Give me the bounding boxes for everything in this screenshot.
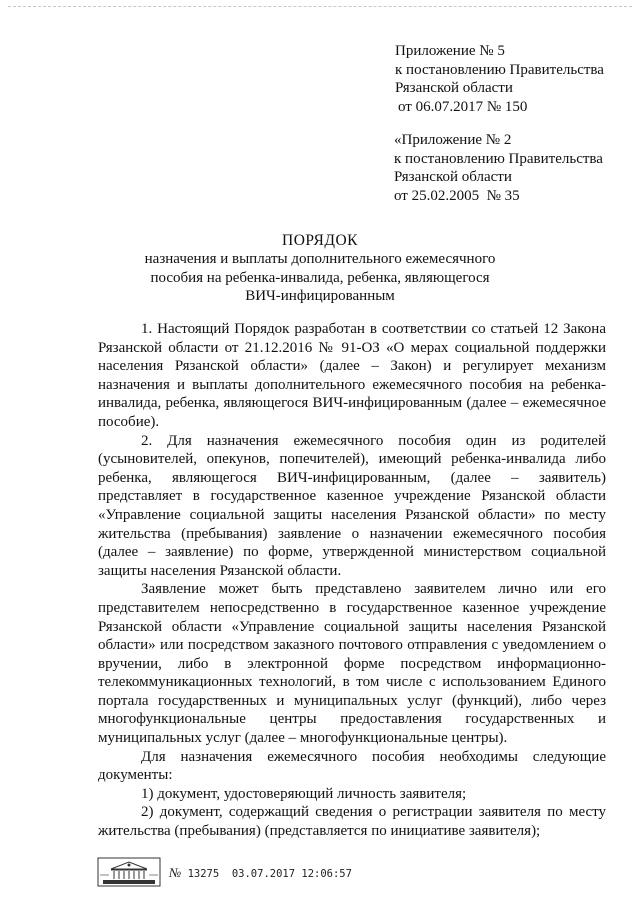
approval-line: Рязанской области	[395, 80, 513, 96]
paragraph-2: 2. Для назначения ежемесячного пособия один из родителей (усыновителей, опекунов, попечителей), имеющий ребенка-инвалида либо ребенка, являющегося ВИЧ-инфицированным, (далее – заявитель) представляет в государственное казенное учреждение Рязанской области «Управление социальной защиты населения Рязанской области» по месту жительства (пребывания) заявление о назначении ежемесячного пособия (далее – заявление) по форме, утвержденной министерством социальной защиты населения Рязанской области.	[98, 432, 606, 579]
approval-block-secondary	[394, 131, 634, 205]
approval-line: к постановлению Правительства	[395, 61, 604, 78]
document-body	[98, 320, 606, 841]
approval-line: от 25.02.2005 № 35	[394, 187, 520, 204]
approval-block-primary	[395, 42, 635, 116]
list-item-1: 1) документ, удостоверяющий личность заявителя;	[141, 785, 467, 802]
scan-top-border	[8, 6, 632, 7]
number-mark: №	[169, 865, 182, 880]
subtitle-line: назначения и выплаты дополнительного ежемесячного	[144, 251, 496, 267]
registration-stamp-text	[169, 865, 352, 881]
list-item-2: 2) документ, содержащий сведения о регистрации заявителя по месту жительства (пребывания) (представляется по инициативе заявителя);	[98, 804, 606, 840]
subtitle-line: пособия на ребенка-инвалида, ребенка, являющегося	[150, 269, 490, 286]
document-subtitle	[0, 250, 640, 306]
subtitle-line: ВИЧ-инфицированным	[245, 288, 395, 304]
document-title: ПОРЯДОК	[282, 232, 358, 249]
approval-line: «Приложение № 2	[394, 132, 512, 148]
approval-line: от 06.07.2017 № 150	[398, 98, 528, 115]
paragraph-1: 1. Настоящий Порядок разработан в соответствии со статьей 12 Закона Рязанской области от 21.12.2016 № 91-ОЗ «О мерах социальной поддержки населения Рязанской области» (далее – Закон) и регулирует механизм назначения и выплаты дополнительного ежемесячного пособия на ребенка-инвалида, ребенка, являющегося ВИЧ-инфицированным (далее – ежемесячное пособие).	[98, 321, 606, 430]
registration-footer	[97, 857, 427, 887]
registration-number-datetime: 13275 03.07.2017 12:06:57	[187, 868, 352, 880]
government-building-emblem-icon	[97, 857, 161, 887]
paragraph-3: Заявление может быть представлено заявителем лично или его представителем непосредственно в государственное казенное учреждение Рязанской области «Управление социальной защиты населения Рязанской области» или посредством заказного почтового отправления с уведомлением о вручении, либо в электронной форме посредством информационно-телекоммуникационных технологий, в том числе с использованием Единого портала государственных и муниципальных услуг (функций), либо через многофункциональные центры предоставления государственных и муниципальных услуг (далее – многофункциональные центры).	[98, 581, 606, 747]
paragraph-4: Для назначения ежемесячного пособия необходимы следующие документы:	[98, 748, 606, 784]
approval-line: Приложение № 5	[395, 43, 505, 59]
approval-line: Рязанской области	[394, 169, 512, 185]
approval-line: к постановлению Правительства	[394, 150, 603, 167]
